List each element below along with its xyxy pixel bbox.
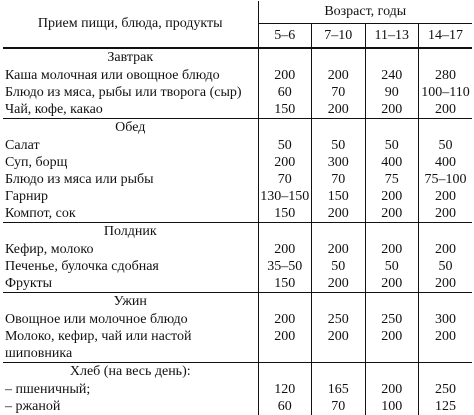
- header-row-top: [3, 1, 472, 24]
- section-header-empty-cell: [419, 48, 473, 67]
- portion-value: 300: [312, 154, 366, 171]
- portion-value: 50: [419, 258, 473, 275]
- section-title-text: Хлеб: [69, 364, 101, 379]
- section-header-empty-cell: [258, 363, 312, 382]
- section-header-row: [3, 223, 472, 242]
- portion-value: 400: [419, 154, 473, 171]
- portion-value: 50: [312, 137, 366, 154]
- portion-value: 200: [274, 241, 296, 257]
- section-header-empty-cell: [312, 119, 366, 138]
- dish-name: Кефир, молоко: [3, 241, 258, 258]
- portion-value: 75–100: [419, 171, 473, 188]
- portion-value: 200: [365, 205, 419, 223]
- dish-name: Компот, сок: [3, 205, 258, 223]
- portion-value: 200: [419, 241, 473, 258]
- section-title: [3, 293, 258, 312]
- portion-value: 250: [419, 381, 473, 398]
- dish-name: Салат: [3, 137, 258, 154]
- section-header-empty-cell: [365, 48, 419, 67]
- portion-value: 120: [274, 381, 296, 397]
- header-age-7-10: 7–10: [312, 24, 366, 48]
- portion-value: 70: [312, 171, 366, 188]
- portion-value: 60: [277, 398, 292, 414]
- section-header-empty-cell: [312, 293, 366, 312]
- portion-value: 150: [274, 205, 296, 221]
- dish-name: Гарнир: [3, 188, 258, 205]
- portion-value: 125: [419, 398, 473, 415]
- table-row: [3, 328, 472, 345]
- portion-value: [312, 345, 366, 363]
- portion-value: [365, 345, 419, 363]
- dish-name: шиповника: [3, 345, 258, 363]
- portion-value: 165: [312, 381, 366, 398]
- portion-value: 300: [419, 311, 473, 328]
- section-header-row: [3, 48, 472, 67]
- section-title: [3, 48, 258, 67]
- dish-name: Блюдо из мяса или рыбы: [3, 171, 258, 188]
- portion-value: 150: [274, 275, 296, 291]
- portion-value: 200: [274, 154, 296, 170]
- portion-value: 90: [365, 84, 419, 101]
- table-row: [3, 345, 472, 363]
- portion-value: 200: [365, 328, 419, 345]
- section-header-empty-cell: [258, 119, 312, 138]
- table-body: [3, 1, 472, 415]
- section-title-note: (на весь день):: [103, 364, 191, 379]
- table-row: [3, 171, 472, 188]
- portion-value: 50: [365, 137, 419, 154]
- section-header-empty-cell: [365, 223, 419, 242]
- portion-value: 150: [274, 101, 296, 117]
- portion-value: 200: [312, 275, 366, 293]
- section-title-text: Завтрак: [107, 50, 154, 65]
- section-header-empty-cell: [419, 119, 473, 138]
- table-row: [3, 188, 472, 205]
- section-header-empty-cell: [419, 363, 473, 382]
- portion-value: 200: [312, 67, 366, 84]
- portion-value: 200: [274, 311, 296, 327]
- table-row: [3, 311, 472, 328]
- portion-value: 50: [419, 137, 473, 154]
- table-row: [3, 205, 472, 223]
- portion-value: 200: [419, 328, 473, 345]
- dish-name: Каша молочная или овощное блюдо: [3, 67, 258, 84]
- section-title-text: Обед: [115, 120, 146, 135]
- portion-value: 200: [312, 241, 366, 258]
- portion-value: 200: [419, 101, 473, 119]
- portion-value: 75: [365, 171, 419, 188]
- section-header-empty-cell: [365, 363, 419, 382]
- dish-name: Суп, борщ: [3, 154, 258, 171]
- dish-name: – пшеничный;: [3, 381, 258, 398]
- portion-value: 200: [312, 328, 366, 345]
- section-header-empty-cell: [312, 48, 366, 67]
- portion-value: 200: [419, 205, 473, 223]
- dish-name: – ржаной: [3, 398, 258, 415]
- section-title-text: Ужин: [113, 294, 147, 309]
- portion-value: 70: [277, 171, 292, 187]
- section-header-empty-cell: [365, 293, 419, 312]
- dish-name: Блюдо из мяса, рыбы или творога (сыр): [3, 84, 258, 101]
- dish-name: Молоко, кефир, чай или настой: [3, 328, 258, 345]
- section-header-row: [3, 293, 472, 312]
- portion-value: 50: [312, 258, 366, 275]
- header-age-11-13: 11–13: [365, 24, 419, 48]
- portion-value: 130–150: [260, 188, 310, 204]
- section-title: [3, 223, 258, 242]
- header-age-group: Возраст, годы: [258, 1, 472, 24]
- portion-value: 200: [419, 275, 473, 293]
- table-row: [3, 381, 472, 398]
- section-header-empty-cell: [258, 223, 312, 242]
- portion-value: 400: [365, 154, 419, 171]
- portion-value: 200: [274, 328, 296, 344]
- table-row: [3, 258, 472, 275]
- portion-value: 50: [365, 258, 419, 275]
- section-title-text: Полдник: [103, 224, 157, 239]
- table-row: [3, 154, 472, 171]
- section-header-row: [3, 119, 472, 138]
- table-row: [3, 101, 472, 119]
- portion-value: 100–110: [419, 84, 473, 101]
- section-header-empty-cell: [258, 48, 312, 67]
- table-row: [3, 398, 472, 415]
- section-header-empty-cell: [312, 223, 366, 242]
- section-header-row: [3, 363, 472, 382]
- header-meal-column: Прием пищи, блюда, продукты: [3, 1, 258, 48]
- section-header-empty-cell: [419, 293, 473, 312]
- portion-value: 150: [312, 188, 366, 205]
- portion-value: 250: [365, 311, 419, 328]
- portion-value: 200: [312, 205, 366, 223]
- portion-value: 200: [312, 101, 366, 119]
- section-title: [3, 363, 258, 382]
- table-row: [3, 275, 472, 293]
- portion-value: [419, 345, 473, 363]
- portion-value: 250: [312, 311, 366, 328]
- portion-value: 240: [365, 67, 419, 84]
- portion-value: 200: [274, 67, 296, 83]
- section-header-empty-cell: [312, 363, 366, 382]
- section-header-empty-cell: [258, 293, 312, 312]
- meal-portion-table: [3, 1, 472, 415]
- portion-value: 280: [419, 67, 473, 84]
- portion-value: 200: [365, 188, 419, 205]
- portion-value: [258, 345, 312, 363]
- header-age-5-6: 5–6: [258, 24, 312, 48]
- section-header-empty-cell: [419, 223, 473, 242]
- portion-value: 35–50: [267, 258, 303, 274]
- dish-name: Чай, кофе, какао: [3, 101, 258, 119]
- portion-value: 200: [365, 275, 419, 293]
- dish-name: Печенье, булочка сдобная: [3, 258, 258, 275]
- portion-value: 200: [365, 101, 419, 119]
- portion-value: 200: [365, 241, 419, 258]
- portion-value: 70: [312, 84, 366, 101]
- portion-value: 100: [365, 398, 419, 415]
- portion-value: 70: [312, 398, 366, 415]
- header-age-14-17: 14–17: [419, 24, 473, 48]
- section-title: [3, 119, 258, 138]
- dish-name: Овощное или молочное блюдо: [3, 311, 258, 328]
- table-row: [3, 137, 472, 154]
- portion-value: 200: [365, 381, 419, 398]
- portion-value: 200: [419, 188, 473, 205]
- table-row: [3, 84, 472, 101]
- dish-name: Фрукты: [3, 275, 258, 293]
- portion-value: 60: [277, 84, 292, 100]
- table-row: [3, 67, 472, 84]
- section-header-empty-cell: [365, 119, 419, 138]
- portion-value: 50: [277, 137, 292, 153]
- table-row: [3, 241, 472, 258]
